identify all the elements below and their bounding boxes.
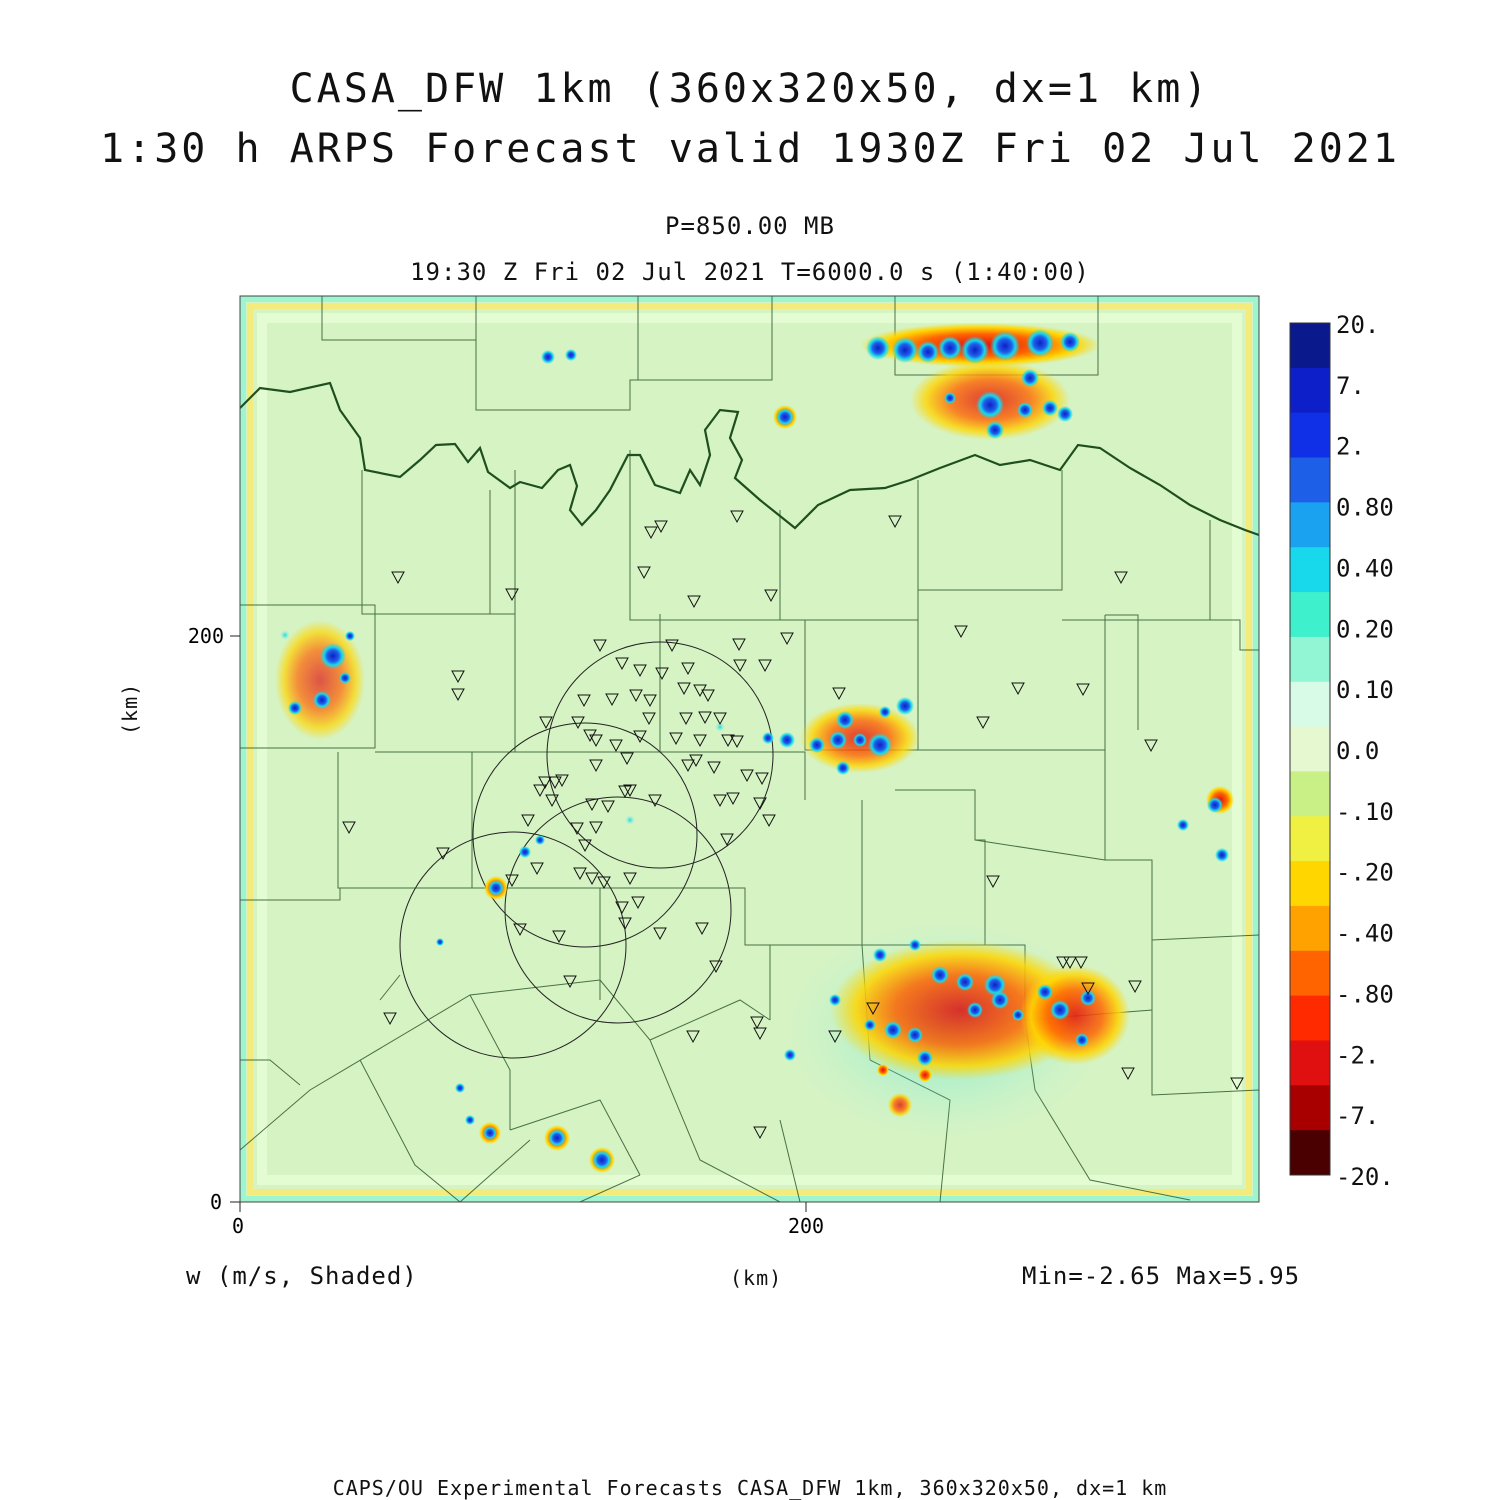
colorbar-label: 0.10 <box>1336 676 1394 705</box>
colorbar-swatch <box>1290 1040 1330 1085</box>
colorbar-label: 7. <box>1336 371 1365 400</box>
colorbar-swatch <box>1290 996 1330 1041</box>
colorbar-label: -.80 <box>1336 980 1394 1009</box>
colorbar-swatch <box>1290 1130 1330 1175</box>
x-tick-0: 0 <box>231 1214 245 1238</box>
colorbar-swatch <box>1290 861 1330 906</box>
colorbar-swatch <box>1290 547 1330 592</box>
field-label: w (m/s, Shaded) <box>186 1262 418 1290</box>
colorbar-swatch <box>1290 906 1330 951</box>
colorbar-label: -.10 <box>1336 797 1394 826</box>
colorbar-swatch <box>1290 458 1330 503</box>
colorbar-label: -.20 <box>1336 858 1394 887</box>
colorbar-swatch <box>1290 951 1330 996</box>
y-axis-unit: (km) <box>118 682 142 735</box>
colorbar-label: -2. <box>1336 1041 1380 1070</box>
colorbar-swatch <box>1290 771 1330 816</box>
min-max-readout: Min=-2.65 Max=5.95 <box>1022 1262 1301 1290</box>
colorbar-swatch <box>1290 413 1330 458</box>
colorbar-swatch <box>1290 323 1330 368</box>
colorbar-swatch <box>1290 637 1330 682</box>
colorbar-swatch <box>1290 502 1330 547</box>
colorbar <box>1290 311 1394 1191</box>
colorbar-label: -20. <box>1336 1163 1394 1191</box>
y-tick-0: 0 <box>209 1190 222 1214</box>
colorbar-label: 20. <box>1336 311 1380 339</box>
x-axis-unit: (km) <box>730 1266 783 1290</box>
y-tick-200: 200 <box>187 624 224 648</box>
colorbar-label: 2. <box>1336 432 1365 461</box>
colorbar-label: 0.80 <box>1336 493 1394 522</box>
colorbar-label: 0.40 <box>1336 554 1394 583</box>
colorbar-swatch <box>1290 368 1330 413</box>
colorbar-swatch <box>1290 816 1330 861</box>
valid-time: 19:30 Z Fri 02 Jul 2021 T=6000.0 s (1:40:00) <box>410 258 1090 286</box>
x-tick-200: 200 <box>787 1214 825 1238</box>
colorbar-label: -7. <box>1336 1102 1380 1131</box>
colorbar-swatch <box>1290 1085 1330 1130</box>
chart-title-line2: 1:30 h ARPS Forecast valid 1930Z Fri 02 Jul 2021 <box>100 126 1400 172</box>
colorbar-swatch <box>1290 727 1330 772</box>
pressure-level: P=850.00 MB <box>665 212 835 240</box>
colorbar-label: 0.0 <box>1336 737 1380 765</box>
colorbar-label: 0.20 <box>1336 615 1394 644</box>
colorbar-swatch <box>1290 592 1330 637</box>
map-field <box>240 296 1259 1202</box>
footer-credit: CAPS/OU Experimental Forecasts CASA_DFW 1km, 360x320x50, dx=1 km <box>332 1476 1168 1500</box>
colorbar-label: -.40 <box>1336 919 1394 948</box>
colorbar-swatch <box>1290 682 1330 727</box>
chart-title-line1: CASA_DFW 1km (360x320x50, dx=1 km) <box>289 66 1211 112</box>
